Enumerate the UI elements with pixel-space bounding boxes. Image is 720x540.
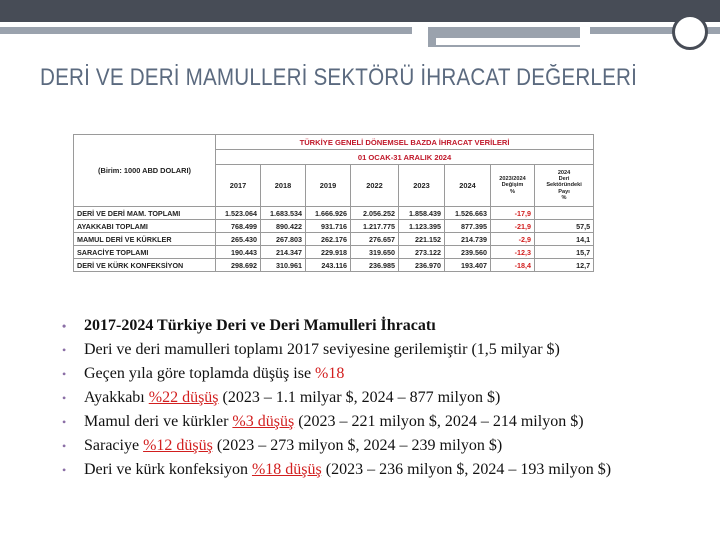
cell-value: 214.347 [261,246,306,259]
cell-share [535,207,594,220]
change-header-line: % [510,188,515,195]
year-header: 2024 [445,165,491,207]
table-row [74,246,594,259]
list-item [60,316,710,340]
highlight-text: %18 düşüş [251,461,322,478]
change-header-line: 2023/2024 [499,176,526,183]
highlight-text: %22 düşüş [148,389,219,406]
cell-value: 1.666.926 [306,207,351,220]
cell-value: 1.858.439 [399,207,445,220]
cell-value: 273.122 [399,246,445,259]
cell-value: 768.499 [216,220,261,233]
bullet-text: Ayakkabı [84,389,149,406]
bullet-dot-icon: • [62,439,67,453]
year-header: 2023 [399,165,445,207]
cell-value: 193.407 [445,259,491,272]
bullet-dot-icon: • [62,463,67,477]
table-row [74,220,594,233]
cell-value: 236.985 [351,259,399,272]
cell-value: 1.526.663 [445,207,491,220]
bullet-text: Geçen yıla göre toplamda düşüş ise [84,365,316,382]
bullet-text: Deri ve deri mamulleri toplamı 2017 seviyesine gerilemiştir (1,5 milyar $) [84,341,560,358]
year-header: 2017 [216,165,261,207]
bullet-text: (2023 – 1.1 milyar $, 2024 – 877 milyon $) [218,389,501,406]
bullet-text: (2023 – 236 milyon $, 2024 – 193 milyon $) [321,461,612,478]
cell-value: 319.650 [351,246,399,259]
cell-value: 2.056.252 [351,207,399,220]
bullet-dot-icon: • [62,319,67,333]
row-label: SARACİYE TOPLAMI [74,246,216,259]
cell-change: -2,9 [491,233,535,246]
row-label: DERİ VE DERİ MAM. TOPLAMI [74,207,216,220]
bullet-text: 2017-2024 Türkiye Deri ve Deri Mamulleri İhracatı [84,317,436,334]
cell-value: 298.692 [216,259,261,272]
cell-change: -17,9 [491,207,535,220]
share-header [535,165,594,207]
slide-title: DERİ VE DERİ MAMULLERİ SEKTÖRÜ İHRACAT DEĞERLERİ [40,64,638,91]
row-label: MAMUL DERİ VE KÜRKLER [74,233,216,246]
cell-share: 14,1 [535,233,594,246]
bullet-dot-icon: • [62,367,67,381]
cell-value: 236.970 [399,259,445,272]
cell-value: 190.443 [216,246,261,259]
accent-stripe-inner [436,38,580,45]
table-period: 01 OCAK-31 ARALIK 2024 [216,150,594,165]
list-item [60,340,710,364]
list-item [60,388,710,412]
bullet-list [60,316,710,484]
bullet-text: Deri ve kürk konfeksiyon [84,461,252,478]
cell-value: 931.716 [306,220,351,233]
row-label: AYAKKABI TOPLAMI [74,220,216,233]
table-row [74,233,594,246]
share-header-line: Deri [558,176,570,183]
year-header: 2019 [306,165,351,207]
cell-value: 265.430 [216,233,261,246]
table-row [74,207,594,220]
share-header-line: Payı [558,188,570,195]
highlight-text: %3 düşüş [232,413,295,430]
row-label: DERİ VE KÜRK KONFEKSİYON [74,259,216,272]
cell-value: 267.803 [261,233,306,246]
change-header [491,165,535,207]
cell-value: 243.116 [306,259,351,272]
cell-value: 877.395 [445,220,491,233]
cell-value: 1.683.534 [261,207,306,220]
cell-value: 239.560 [445,246,491,259]
list-item [60,364,710,388]
bullet-text: Mamul deri ve kürkler [84,413,233,430]
share-header-line: Sektöründeki [546,182,582,189]
highlight-text: %12 düşüş [143,437,213,454]
cell-change: -12,3 [491,246,535,259]
cell-share: 15,7 [535,246,594,259]
cell-value: 1.123.395 [399,220,445,233]
list-item [60,436,710,460]
bullet-text: (2023 – 221 milyon $, 2024 – 214 milyon $) [294,413,584,430]
cell-change: -18,4 [491,259,535,272]
decorative-circle [672,14,708,50]
accent-stripe-left [0,27,412,34]
export-table [73,134,594,272]
cell-value: 890.422 [261,220,306,233]
share-header-line: % [561,194,567,201]
share-header-line: 2024 [557,169,571,176]
list-item [60,412,710,436]
cell-value: 1.523.064 [216,207,261,220]
bullet-dot-icon: • [62,415,67,429]
bullet-text: (2023 – 273 milyon $, 2024 – 239 milyon $) [212,437,503,454]
year-header: 2018 [261,165,306,207]
cell-share: 12,7 [535,259,594,272]
cell-value: 276.657 [351,233,399,246]
year-header: 2022 [351,165,399,207]
list-item [60,460,710,484]
unit-label: (Birim: 1000 ABD DOLARI) [74,135,216,207]
change-header-line: Değişim [501,182,524,189]
cell-value: 1.217.775 [351,220,399,233]
bullet-dot-icon: • [62,391,67,405]
top-bar [0,0,720,22]
table-row [74,259,594,272]
cell-value: 229.918 [306,246,351,259]
cell-share: 57,5 [535,220,594,233]
bullet-dot-icon: • [62,343,67,357]
cell-change: -21,9 [491,220,535,233]
cell-value: 214.739 [445,233,491,246]
bullet-text: Saraciye [84,437,144,454]
highlight-text: %18 [315,365,345,382]
cell-value: 262.176 [306,233,351,246]
cell-value: 221.152 [399,233,445,246]
table-header-title: TÜRKİYE GENELİ DÖNEMSEL BAZDA İHRACAT VERİLERİ [216,135,594,150]
cell-value: 310.961 [261,259,306,272]
